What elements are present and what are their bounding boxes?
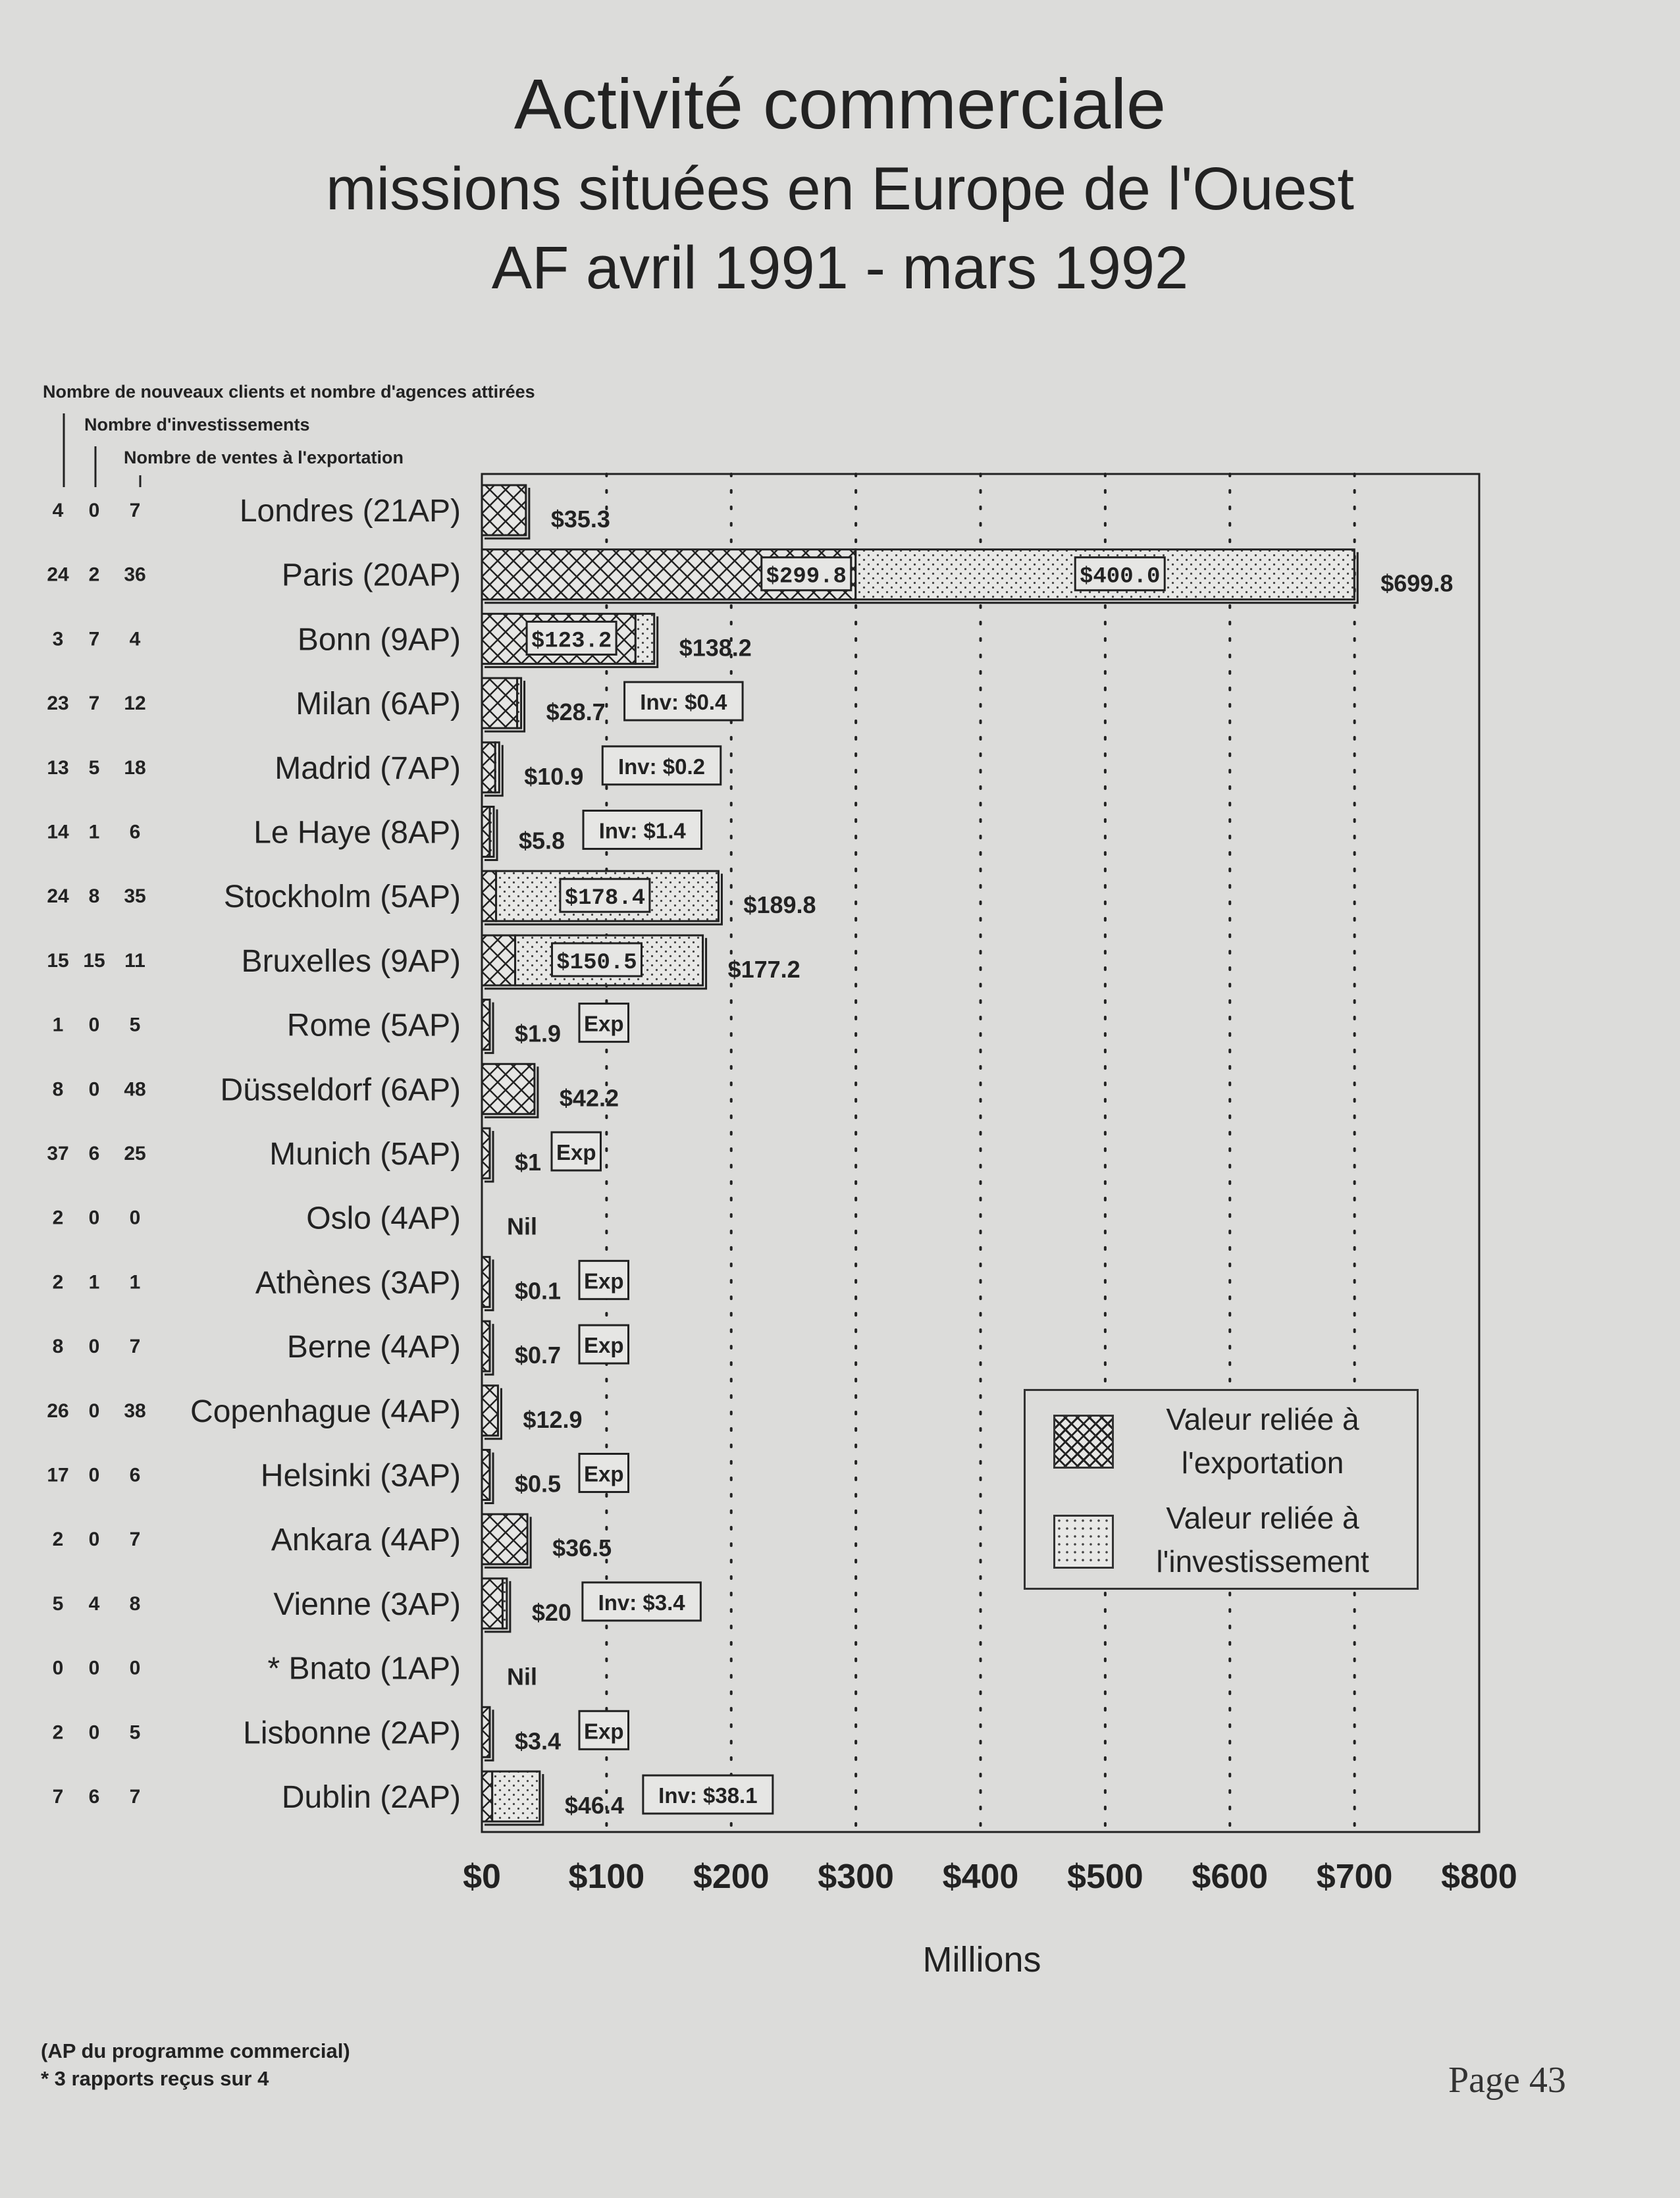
row (53, 485, 610, 538)
category-label: Madrid (7AP) (275, 750, 461, 786)
category-label: Helsinki (3AP) (260, 1458, 461, 1494)
row (47, 871, 816, 924)
note-box-label: Exp (583, 1011, 624, 1036)
category-label: * Bnato (1AP) (267, 1651, 461, 1687)
total-value-label: $1 (515, 1149, 542, 1176)
note-box-label: Exp (556, 1140, 596, 1164)
x-axis-label: Millions (922, 1940, 1041, 1979)
legend-swatch-export (1053, 1415, 1114, 1469)
row (53, 1707, 629, 1760)
count-investments: 0 (88, 1721, 100, 1744)
count-investments: 0 (88, 1014, 100, 1036)
row (53, 1579, 701, 1632)
bar-export (482, 743, 495, 793)
count-investments: 7 (88, 693, 100, 715)
bar-export (482, 1450, 490, 1500)
total-value-label: $1.9 (515, 1020, 562, 1047)
count-investments: 2 (88, 563, 100, 586)
total-value-label: $36.5 (552, 1534, 612, 1562)
x-tick-label: $200 (693, 1858, 770, 1896)
category-label: Düsseldorf (6AP) (220, 1072, 461, 1108)
count-clients: 24 (47, 885, 69, 908)
count-investments: 4 (88, 1592, 100, 1615)
count-exports: 5 (129, 1721, 141, 1744)
header-investments: Nombre d'investissements (84, 415, 310, 434)
count-investments: 0 (88, 1078, 100, 1101)
row (47, 1128, 600, 1182)
count-investments: 1 (88, 1271, 100, 1294)
bar-export (482, 1064, 535, 1114)
bar-investment (490, 807, 494, 857)
note-box-label: Inv: $1.4 (598, 818, 686, 843)
bar-export (482, 871, 496, 921)
row (47, 678, 743, 731)
category-label: Vienne (3AP) (273, 1586, 461, 1622)
bar-investment (492, 1771, 540, 1821)
count-investments: 7 (88, 628, 100, 650)
count-clients: 17 (47, 1464, 69, 1486)
count-clients: 0 (52, 1657, 64, 1679)
total-value-label: $699.8 (1380, 569, 1454, 597)
header-clients: Nombre de nouveaux clients et nombre d'agences attirées (43, 382, 535, 402)
inner-value-label: $299.8 (766, 564, 847, 590)
count-exports: 38 (124, 1400, 146, 1422)
chart-rows (47, 485, 1453, 1825)
bar-export (482, 1386, 498, 1436)
x-tick-label: $300 (818, 1858, 894, 1896)
category-label: Milan (6AP) (296, 687, 461, 722)
total-value-label: $46.4 (564, 1792, 624, 1819)
count-investments: 6 (88, 1143, 100, 1164)
note-box-label: Inv: $0.4 (640, 690, 727, 715)
category-label: Berne (4AP) (286, 1330, 461, 1365)
category-label: Stockholm (5AP) (223, 879, 461, 915)
bar-export (482, 1579, 502, 1629)
count-investments: 5 (88, 756, 100, 779)
category-label: Ankara (4AP) (271, 1523, 461, 1558)
count-investments: 0 (88, 1336, 100, 1358)
count-clients: 2 (52, 1207, 64, 1229)
category-label: Le Haye (8AP) (253, 815, 461, 850)
count-exports: 7 (129, 500, 141, 521)
total-value-label: $189.8 (743, 891, 816, 919)
total-value-label: $177.2 (727, 955, 801, 983)
count-investments: 1 (88, 821, 100, 843)
count-exports: 18 (124, 756, 146, 779)
bar-investment (517, 678, 521, 728)
count-investments: 0 (88, 1464, 100, 1486)
count-clients: 7 (52, 1786, 64, 1808)
row (53, 1514, 612, 1567)
count-clients: 24 (47, 563, 69, 586)
count-clients: 14 (47, 821, 69, 843)
total-value-label: $5.8 (519, 827, 565, 854)
row (47, 935, 800, 989)
note-box-label: Exp (583, 1461, 624, 1486)
note-box-label: Exp (583, 1269, 624, 1294)
count-investments: 0 (88, 500, 100, 521)
header-exports: Nombre de ventes à l'exportation (124, 448, 404, 467)
bar-export (482, 1257, 490, 1307)
count-exports: 25 (124, 1143, 146, 1164)
legend-label-export: Valeur reliée à l'exportation (1166, 1402, 1359, 1480)
count-exports: 11 (124, 949, 145, 972)
total-value-label: Nil (507, 1213, 538, 1240)
inner-value-label: $123.2 (531, 629, 612, 654)
bar-export (482, 807, 490, 857)
count-clients: 15 (47, 949, 69, 972)
x-tick-label: $800 (1441, 1858, 1517, 1896)
bar-export (482, 1707, 490, 1757)
total-value-label: $20 (531, 1598, 571, 1626)
count-exports: 0 (129, 1657, 141, 1679)
chart-period: AF avril 1991 - mars 1992 (491, 234, 1189, 301)
note-box-label: Exp (583, 1719, 624, 1744)
row (53, 1193, 537, 1243)
count-investments: 0 (88, 1207, 100, 1229)
x-tick-label: $0 (463, 1858, 501, 1896)
total-value-label: $3.4 (515, 1727, 562, 1755)
count-clients: 2 (52, 1529, 64, 1551)
chart-subtitle: missions situées en Europe de l'Ouest (326, 155, 1354, 222)
bar-export (482, 678, 517, 728)
category-label: Bruxelles (9AP) (241, 943, 461, 979)
chart-title: Activité commerciale (513, 64, 1167, 144)
total-value-label: $28.7 (546, 698, 606, 726)
row (47, 550, 1453, 603)
count-clients: 1 (52, 1014, 64, 1036)
bar-export (482, 1514, 527, 1564)
total-value-label: $138.2 (679, 634, 752, 662)
row (53, 614, 752, 667)
bar-export (482, 485, 526, 535)
count-clients: 13 (47, 756, 69, 779)
total-value-label: $42.2 (559, 1084, 619, 1112)
category-label: Londres (21AP) (239, 494, 461, 529)
total-value-label: $0.1 (515, 1277, 562, 1305)
row (47, 743, 720, 796)
count-clients: 26 (47, 1400, 69, 1422)
count-exports: 7 (129, 1786, 141, 1808)
count-exports: 6 (129, 1464, 141, 1486)
note-box-label: Exp (583, 1333, 624, 1358)
legend (1024, 1389, 1419, 1590)
count-exports: 12 (124, 693, 146, 715)
bar-export (482, 1321, 490, 1371)
count-exports: 8 (129, 1592, 141, 1615)
row (47, 1450, 628, 1504)
bar-export (482, 1000, 490, 1050)
footnote-reports: * 3 rapports reçus sur 4 (41, 2067, 269, 2090)
count-clients: 2 (52, 1721, 64, 1744)
footnote-ap: (AP du programme commercial) (41, 2039, 350, 2062)
count-exports: 48 (124, 1078, 146, 1101)
count-clients: 3 (52, 628, 64, 650)
category-label: Paris (20AP) (281, 558, 461, 593)
count-clients: 8 (52, 1336, 64, 1358)
inner-value-label-2: $400.0 (1080, 564, 1161, 590)
bar-investment (495, 743, 499, 793)
category-label: Rome (5AP) (286, 1008, 461, 1043)
count-exports: 36 (124, 563, 146, 586)
count-clients: 37 (47, 1143, 69, 1164)
header-connector-lines (64, 413, 140, 487)
count-investments: 15 (83, 949, 105, 972)
note-box-label: Inv: $3.4 (598, 1590, 685, 1615)
row (53, 1643, 537, 1693)
note-box-label: Inv: $0.2 (617, 754, 706, 779)
category-label: Athènes (3AP) (255, 1265, 461, 1301)
count-clients: 8 (52, 1078, 64, 1101)
count-investments: 0 (88, 1529, 100, 1551)
bar-investment (502, 1579, 506, 1629)
count-exports: 6 (129, 821, 141, 843)
row (53, 1064, 619, 1117)
count-exports: 4 (129, 628, 141, 650)
count-exports: 7 (129, 1529, 141, 1551)
count-exports: 7 (129, 1336, 141, 1358)
count-clients: 23 (47, 693, 69, 715)
legend-swatch-investment (1053, 1515, 1114, 1569)
legend-label-investment: Valeur reliée à l'investissement (1156, 1501, 1369, 1579)
total-value-label: $0.5 (515, 1470, 562, 1498)
category-label: Munich (5AP) (269, 1137, 461, 1172)
x-tick-label: $100 (568, 1858, 645, 1896)
inner-value-label: $150.5 (556, 950, 637, 976)
x-tick-label: $600 (1192, 1858, 1269, 1896)
count-exports: 0 (129, 1207, 141, 1229)
bar-export (482, 1128, 490, 1178)
bar-investment (635, 614, 654, 664)
row (53, 1000, 629, 1053)
x-tick-label: $700 (1316, 1858, 1393, 1896)
category-label: Copenhague (4AP) (190, 1394, 461, 1429)
bar-export (482, 1771, 492, 1821)
row (53, 1321, 629, 1374)
count-clients: 5 (52, 1592, 64, 1615)
x-tick-label: $500 (1067, 1858, 1143, 1896)
count-clients: 4 (52, 500, 64, 521)
count-exports: 1 (129, 1271, 141, 1294)
row (47, 807, 701, 860)
row (53, 1257, 629, 1310)
count-investments: 0 (88, 1400, 100, 1422)
total-value-label: $35.3 (550, 506, 610, 533)
category-label: Oslo (4AP) (306, 1201, 461, 1236)
category-label: Bonn (9AP) (297, 622, 461, 658)
x-axis-ticks (463, 1858, 1517, 1896)
row (47, 1386, 582, 1439)
category-label: Lisbonne (2AP) (243, 1715, 461, 1751)
count-exports: 35 (124, 885, 146, 908)
grid-lines (606, 474, 1354, 1832)
bar-export (482, 935, 515, 985)
total-value-label: $12.9 (523, 1405, 583, 1433)
inner-value-label: $178.4 (564, 886, 646, 912)
count-investments: 6 (88, 1786, 100, 1808)
category-label: Dublin (2AP) (281, 1780, 461, 1815)
total-value-label: $0.7 (515, 1342, 562, 1369)
note-box-label: Inv: $38.1 (658, 1783, 758, 1808)
count-investments: 0 (88, 1657, 100, 1679)
count-exports: 5 (129, 1014, 141, 1036)
page-number: Page 43 (1448, 2060, 1566, 2101)
count-clients: 2 (52, 1271, 64, 1294)
x-tick-label: $400 (942, 1858, 1019, 1896)
total-value-label: Nil (507, 1663, 538, 1690)
count-investments: 8 (88, 885, 100, 908)
total-value-label: $10.9 (524, 762, 584, 790)
row (53, 1771, 773, 1825)
